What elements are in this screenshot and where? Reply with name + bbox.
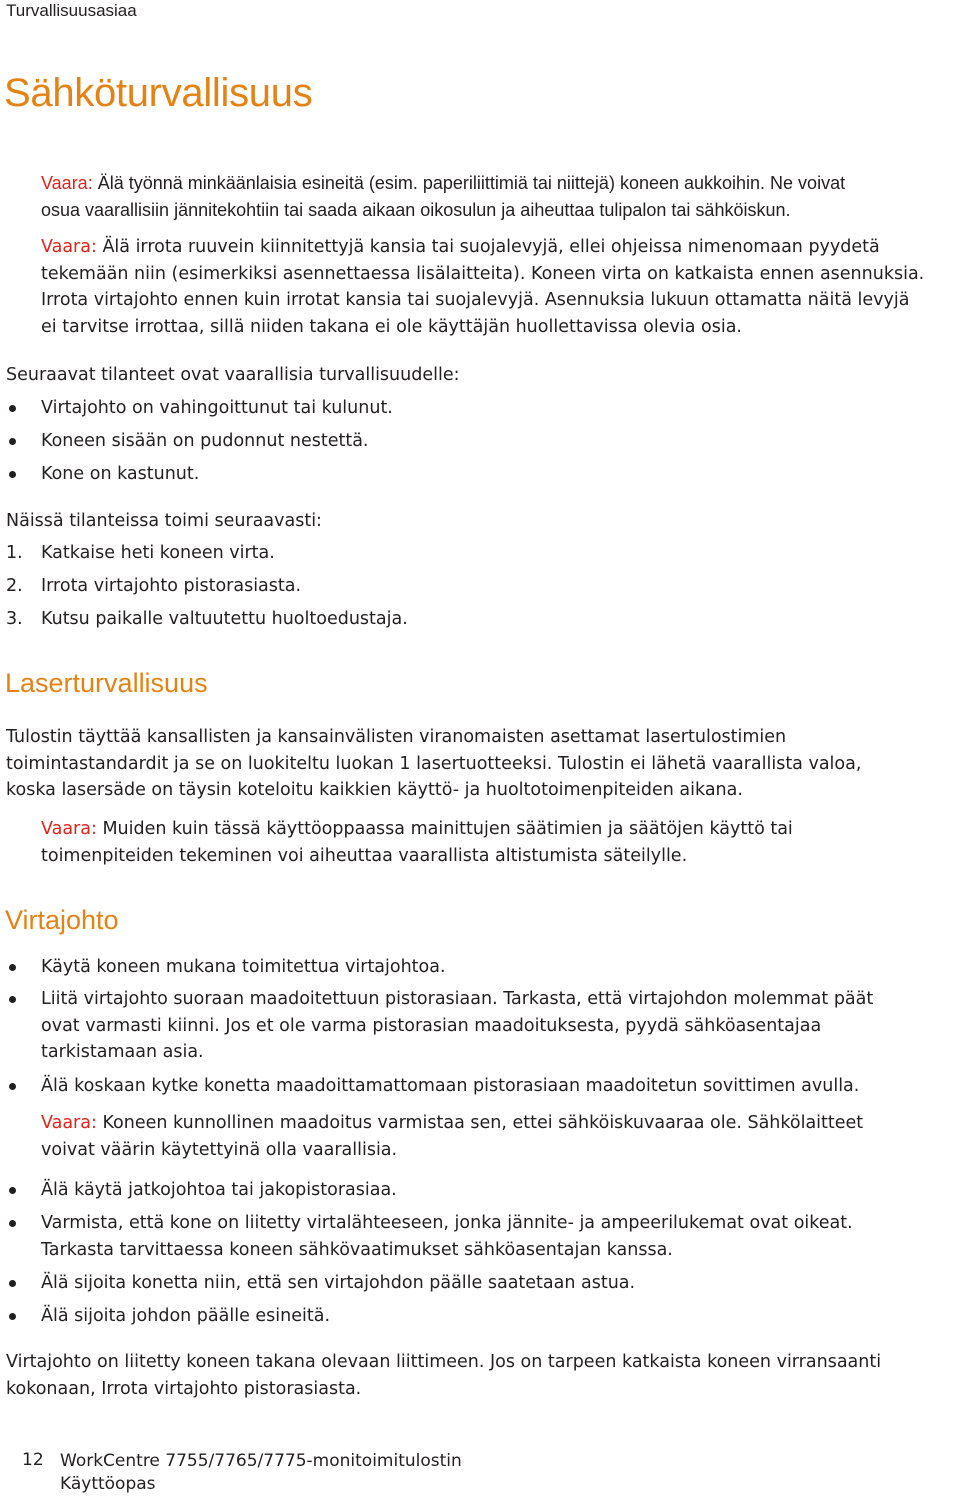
list-item [6,606,906,639]
laser-warning [41,816,793,869]
warning-text: ei tarvitse irrottaa, sillä niiden takana ei ole käyttäjän huollettavissa olevia osia. [41,316,742,337]
list-item-text: Käytä koneen mukana toimitettua virtajohtoa. [41,957,446,977]
list-number: 3. [6,609,23,629]
list-item-text: Varmista, että kone on liitetty virtalähteeseen, jonka jännite- ja ampeerilukemat ovat oikeat. [41,1213,853,1233]
list-item [6,573,906,606]
warning-text: osua vaarallisiin jännitekohtiin tai saada aikaan oikosulun ja aiheuttaa tulipalon tai sähköiskun. [41,200,791,220]
list-item [6,395,906,428]
paragraph-line: kokonaan, Irrota virtajohto pistorasiasta. [6,1378,362,1399]
bullet-icon [9,471,16,478]
list-item-text: Koneen sisään on pudonnut nestettä. [41,431,369,451]
bullet-icon [9,1280,16,1287]
list-item-text: Virtajohto on vahingoittunut tai kulunut. [41,398,393,418]
actions-intro: Näissä tilanteissa toimi seuraavasti: [6,511,322,531]
warning-label: Vaara: [41,819,97,839]
list-item-text: Tarkasta tarvittaessa koneen sähkövaatimukset sähköasentajan kanssa. [41,1239,673,1260]
list-number: 1. [6,543,23,563]
list-item [6,954,946,986]
warning-text: tekemään niin (esimerkiksi asennettaessa lisälaitteita). Koneen virta on katkaista ennen asennuksia. [41,263,925,284]
warning-paragraph-1 [41,170,845,224]
footer-guide: Käyttöopas [60,1474,156,1494]
section-heading-power-cord: Virtajohto [5,905,119,935]
list-number: 2. [6,576,23,596]
list-item [6,1270,946,1303]
bullet-icon [9,964,16,971]
power-cord-warning [41,1110,863,1163]
list-item [6,428,906,461]
list-item-text: Älä koskaan kytke konetta maadoittamattomaan pistorasiaan maadoitetun sovittimen avulla. [41,1076,860,1096]
hazards-list [6,395,906,494]
running-header: Turvallisuusasiaa [6,1,137,20]
warning-text: Koneen kunnollinen maadoitus varmistaa sen, ettei sähköiskuvaaraa ole. Sähkölaitteet [96,1113,864,1133]
actions-list [6,540,906,639]
paragraph-line: koska lasersäde on täysin koteloitu kaikkien käyttö- ja huoltotoimenpiteiden aikana. [6,780,743,800]
power-cord-list-2 [6,1177,946,1336]
power-cord-outro [6,1349,881,1402]
list-item-text: Älä sijoita johdon päälle esineitä. [41,1306,331,1326]
page-number: 12 [22,1450,44,1470]
warning-label: Vaara: [41,237,97,257]
list-item-text: Älä käytä jatkojohtoa tai jakopistorasiaa. [41,1180,397,1200]
bullet-icon [9,1220,16,1227]
bullet-icon [9,1083,16,1090]
bullet-icon [9,996,16,1003]
list-item-text: Liitä virtajohto suoraan maadoitettuun pistorasiaan. Tarkasta, että virtajohdon molemmat päät [41,989,874,1009]
footer-product: WorkCentre 7755/7765/7775-monitoimitulostin [60,1451,462,1471]
list-item-text: Kutsu paikalle valtuutettu huoltoedustaja. [41,609,408,629]
warning-label: Vaara: [41,173,93,193]
warning-paragraph-2 [41,234,924,340]
list-item [6,1303,946,1336]
list-item [6,461,906,494]
warning-text: Muiden kuin tässä käyttöoppaassa mainittujen säätimien ja säätöjen käyttö tai [96,819,793,839]
paragraph-line: Tulostin täyttää kansallisten ja kansainvälisten viranomaisten asettamat lasertulostimien [6,727,787,747]
bullet-icon [9,438,16,445]
warning-text: toimenpiteiden tekeminen voi aiheuttaa vaarallista altistumista säteilylle. [41,845,688,866]
list-item-text: Irrota virtajohto pistorasiasta. [41,576,302,596]
list-item [6,986,946,1073]
bullet-icon [9,405,16,412]
warning-text: Irrota virtajohto ennen kuin irrotat kansia tai suojalevyjä. Asennuksia lukuun ottamatta näitä levyjä [41,290,910,310]
power-cord-list [6,954,946,1110]
laser-paragraph [6,724,861,804]
warning-text: Älä irrota ruuvein kiinnitettyjä kansia tai suojalevyjä, ellei ohjeissa nimenomaan pyydetä [96,237,880,257]
warning-text: Älä työnnä minkäänlaisia esineitä (esim. paperiliittimiä tai niittejä) koneen aukkoihin. Ne voivat [92,173,846,193]
list-item [6,540,906,573]
list-item-text: tarkistamaan asia. [41,1042,204,1062]
list-item-text: Kone on kastunut. [41,464,200,484]
paragraph-line: Virtajohto on liitetty koneen takana olevaan liittimeen. Jos on tarpeen katkaista koneen virransaanti [6,1352,882,1372]
list-item-text: ovat varmasti kiinni. Jos et ole varma pistorasian maadoituksesta, pyydä sähköasentajaa [41,1015,822,1036]
warning-label: Vaara: [41,1113,97,1133]
list-item [6,1073,946,1110]
bullet-icon [9,1313,16,1320]
hazards-intro: Seuraavat tilanteet ovat vaarallisia turvallisuudelle: [6,365,460,385]
footer-title [60,1450,462,1496]
warning-text: voivat väärin käytettyinä olla vaarallisia. [41,1139,398,1160]
list-item-text: Katkaise heti koneen virta. [41,543,275,563]
list-item [6,1210,946,1270]
bullet-icon [9,1187,16,1194]
paragraph-line: toimintastandardit ja se on luokiteltu luokan 1 lasertuotteeksi. Tulostin ei lähetä vaarallista valoa, [6,753,862,774]
section-heading-laser: Laserturvallisuus [5,668,208,698]
page-title: Sähköturvallisuus [4,71,313,115]
list-item-text: Älä sijoita konetta niin, että sen virtajohdon päälle saatetaan astua. [41,1273,636,1293]
list-item [6,1177,946,1210]
